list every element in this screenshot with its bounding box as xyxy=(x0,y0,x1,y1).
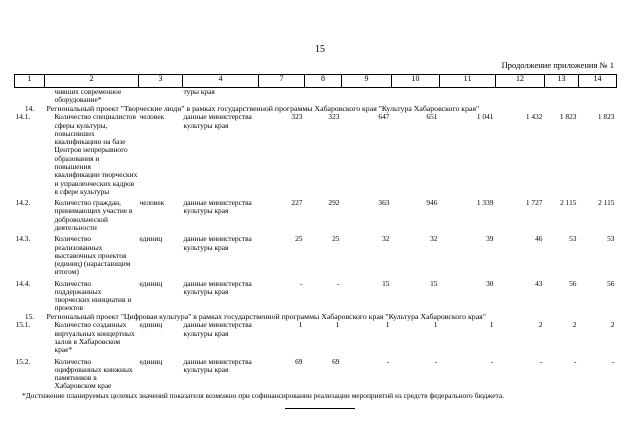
data-source: данные министерства культуры края xyxy=(183,320,252,338)
data-source: данные министерства культуры края xyxy=(183,112,252,130)
value-cell: 2 115 xyxy=(598,198,615,208)
row-number: 15.2. xyxy=(15,356,31,366)
value-cell: 32 xyxy=(430,234,438,244)
value-cell: 15 xyxy=(430,278,438,288)
table-row xyxy=(15,235,617,276)
footnote: *Достижение планируемых целевых значений показателя возможно при софинансировании реализации мероприятий из средств федерального бюджета. xyxy=(22,391,505,400)
value-cell: - xyxy=(612,356,615,366)
indicator-name: Количество граждан, принимающих участие в добровольческой деятельности xyxy=(54,198,133,232)
value-cell: 25 xyxy=(295,234,303,244)
value-cell: 15 xyxy=(382,278,390,288)
unit: человек xyxy=(139,198,165,208)
data-source: данные министерства культуры края xyxy=(183,198,252,216)
value-cell: 69 xyxy=(295,356,303,366)
table-row xyxy=(15,113,617,196)
value-cell: - xyxy=(574,356,577,366)
unit: единиц xyxy=(139,278,163,288)
value-cell: 1 432 xyxy=(525,112,543,122)
value-cell: 32 xyxy=(382,234,390,244)
unit: человек xyxy=(139,112,165,122)
value-cell: 2 xyxy=(538,320,543,330)
value-cell: 1 823 xyxy=(597,112,615,122)
column-header: 11 xyxy=(440,75,496,88)
value-cell: 56 xyxy=(569,278,577,288)
value-cell: 363 xyxy=(378,198,390,208)
data-source: данные министерства культуры края xyxy=(183,356,252,374)
row-number: 14.1. xyxy=(15,112,31,122)
continuation-row xyxy=(15,88,617,105)
value-cell: - xyxy=(337,278,340,288)
value-cell: 1 727 xyxy=(525,198,543,208)
unit: единиц xyxy=(139,234,163,244)
value-cell: 227 xyxy=(291,198,303,208)
value-cell: 651 xyxy=(426,112,438,122)
value-cell: 1 823 xyxy=(559,112,577,122)
page-number: 15 xyxy=(315,44,325,55)
column-header: 2 xyxy=(45,75,139,88)
row-number: 14.2. xyxy=(15,198,31,208)
value-cell: 56 xyxy=(607,278,615,288)
column-header: 3 xyxy=(139,75,183,88)
value-cell: - xyxy=(300,278,303,288)
data-source: туры края xyxy=(183,87,215,96)
value-cell: - xyxy=(435,356,438,366)
value-cell: 46 xyxy=(535,234,543,244)
value-cell: 2 xyxy=(572,320,577,330)
indicator-name: Количество специалистов сферы культуры, повысивших квалификацию на базе Центров непрерывного образования и повышения квалификации творческих и управленческих кадров в сфере культуры xyxy=(54,112,138,196)
value-cell: 53 xyxy=(569,234,577,244)
value-cell: 647 xyxy=(378,112,390,122)
unit: единиц xyxy=(139,356,163,366)
project-number: 15. xyxy=(24,311,35,321)
value-cell: 323 xyxy=(291,112,303,122)
value-cell: - xyxy=(540,356,543,366)
value-cell: 946 xyxy=(426,198,438,208)
value-cell: 1 xyxy=(298,320,303,330)
table-row xyxy=(15,199,617,232)
value-cell: 2 115 xyxy=(560,198,577,208)
data-source: данные министерства культуры края xyxy=(183,234,252,252)
row-number: 14.3. xyxy=(15,234,31,244)
divider xyxy=(285,408,355,409)
value-cell: 43 xyxy=(535,278,543,288)
column-header: 9 xyxy=(342,75,392,88)
column-header: 13 xyxy=(545,75,579,88)
value-cell: 25 xyxy=(332,234,340,244)
project-number: 14. xyxy=(24,103,35,113)
column-header: 10 xyxy=(392,75,440,88)
row-number: 14.4. xyxy=(15,278,31,288)
value-cell: - xyxy=(387,356,390,366)
indicator-name: Количество созданных виртуальных концертных залов в Хабаровском крае* xyxy=(54,320,135,355)
header-row xyxy=(15,75,617,88)
column-header: 4 xyxy=(183,75,259,88)
value-cell: 53 xyxy=(607,234,615,244)
indicator-name: Количество оцифрованных книжных памятников в Хабаровском крае xyxy=(54,356,133,391)
indicator-name: Количество поддержанных творческих инициатив и проектов xyxy=(54,278,132,313)
value-cell: 30 xyxy=(486,278,494,288)
value-cell: 323 xyxy=(328,112,340,122)
column-header: 7 xyxy=(259,75,305,88)
project-title: Региональный проект "Творческие люди" в рамках государственной программы Хабаровского края "Культура Хабаровского края" xyxy=(46,103,480,113)
value-cell: 1 041 xyxy=(476,112,494,122)
value-cell: 2 xyxy=(610,320,615,330)
column-header: 1 xyxy=(15,75,45,88)
table-row xyxy=(15,321,617,354)
appendix-label: Продолжение приложения № 1 xyxy=(501,60,614,70)
column-header: 8 xyxy=(305,75,342,88)
table-row xyxy=(15,358,617,391)
table-row xyxy=(15,280,617,313)
indicator-name: Количество реализованных выставочных проектов (единиц) (нарастающим итогом) xyxy=(54,234,131,277)
indicators-table xyxy=(14,74,617,391)
value-cell: 1 xyxy=(385,320,390,330)
column-header: 12 xyxy=(496,75,545,88)
project-title: Региональный проект "Цифровая культура" в рамках государственной программы Хабаровского края "Культура Хабаровского края" xyxy=(46,311,486,321)
column-header: 14 xyxy=(579,75,617,88)
value-cell: 1 339 xyxy=(476,198,494,208)
value-cell: 1 xyxy=(335,320,340,330)
unit: единиц xyxy=(139,320,163,330)
value-cell: 1 xyxy=(433,320,438,330)
value-cell: 69 xyxy=(332,356,340,366)
value-cell: 39 xyxy=(486,234,494,244)
data-source: данные министерства культуры края xyxy=(183,278,252,296)
value-cell: 292 xyxy=(328,198,340,208)
value-cell: - xyxy=(491,356,494,366)
value-cell: 1 xyxy=(489,320,494,330)
row-number: 15.1. xyxy=(15,320,31,330)
indicator-name: чивших современное оборудование* xyxy=(54,87,122,105)
